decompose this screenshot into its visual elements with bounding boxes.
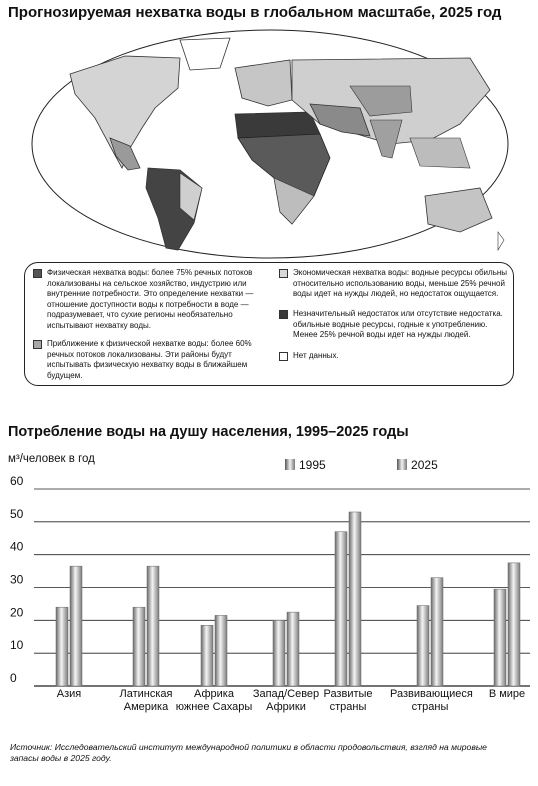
bar-2025 xyxy=(349,512,361,686)
legend-2025 xyxy=(397,458,438,472)
legend-text: Нет данных. xyxy=(293,351,339,360)
legend-label: 1995 xyxy=(299,458,326,472)
bar-1995 xyxy=(494,589,506,686)
y-tick-label: 0 xyxy=(10,671,17,685)
x-tick-line: Америка xyxy=(123,701,169,713)
new-zealand xyxy=(498,232,504,250)
north-africa xyxy=(235,112,320,138)
legend-swatch xyxy=(285,459,295,470)
bar-2025 xyxy=(287,612,299,686)
legend-swatch xyxy=(33,340,42,349)
x-tick-label xyxy=(467,688,538,701)
source-note xyxy=(10,742,510,764)
bar-1995 xyxy=(56,607,68,686)
x-tick-line: Азия xyxy=(56,688,82,700)
bar-2025 xyxy=(431,578,443,686)
source-text: Исследовательский институт международной политики в области продовольствия, взгляд на мировые запасы воды в 2025 году. xyxy=(10,742,487,763)
chart-title: Потребление воды на душу населения, 1995–2025 годы xyxy=(8,424,409,440)
legend-1995 xyxy=(285,458,326,472)
bar-1995 xyxy=(133,607,145,686)
bar-1995 xyxy=(273,620,285,686)
x-tick-line: южнее Сахары xyxy=(175,701,253,713)
legend-swatch xyxy=(397,459,407,470)
y-tick-label: 10 xyxy=(10,638,24,653)
legend-text: Приближение к физической нехватке воды: более 60% речных потоков локализованы. Эти районы будут испытывать физическую нехватку воды в ближайшем будущем. xyxy=(47,339,252,380)
bar-1995 xyxy=(335,532,347,686)
bar-1995 xyxy=(201,625,213,686)
legend-text: Физическая нехватка воды: более 75% речных потоков локализованы на сельское хозяйство, индустрию или внутренние потребности. Это определение нехватки — отношение доступности воды к потребности в воде — подразумевает, что сухие регионы необязательно испытывают нехватку воды. xyxy=(47,268,254,330)
bar-2025 xyxy=(70,566,82,686)
bar-2025 xyxy=(215,615,227,686)
legend-swatch xyxy=(279,310,288,319)
bar-2025 xyxy=(147,566,159,686)
australia xyxy=(425,188,492,232)
x-tick-label xyxy=(174,688,254,714)
map-legend xyxy=(24,262,514,386)
legend-text: Незначительный недостаток или отсутствие недостатка. обильные водные ресурсы, годные к употреблению. Менее 25% речной воды идет на нужды людей. xyxy=(293,309,503,339)
y-axis-label: м³/человек в год xyxy=(8,453,95,465)
x-tick-line: Развивающиеся xyxy=(390,688,473,700)
southeast-asia xyxy=(410,138,470,168)
source-label: Источник: xyxy=(10,742,53,752)
x-tick-line: Африка xyxy=(194,688,234,700)
y-tick-label: 60 xyxy=(10,475,24,488)
chart-legend xyxy=(285,458,438,472)
map-title: Прогнозируемая нехватка воды в глобальном масштабе, 2025 год xyxy=(8,4,502,21)
world-map xyxy=(30,28,510,260)
legend-swatch xyxy=(33,269,42,278)
x-tick-line: Развитые xyxy=(323,688,373,700)
legend-label: 2025 xyxy=(411,458,438,472)
x-tick-line: В мире xyxy=(488,688,526,700)
y-tick-label: 50 xyxy=(10,506,24,521)
legend-swatch xyxy=(279,269,288,278)
bar-2025 xyxy=(508,563,520,686)
x-tick-line: Запад/Север xyxy=(252,688,320,700)
legend-swatch xyxy=(279,352,288,361)
x-tick-line: Африки xyxy=(266,701,306,713)
y-tick-label: 20 xyxy=(10,605,24,620)
y-tick-label: 40 xyxy=(10,539,24,554)
bar-1995 xyxy=(417,606,429,686)
bar-chart xyxy=(0,475,538,690)
x-tick-label xyxy=(29,688,109,701)
x-tick-label xyxy=(308,688,388,714)
x-tick-label xyxy=(390,688,473,714)
legend-text: Экономическая нехватка воды: водные ресурсы обильны относительно использованию воды, меньше 25% речной воды идет на нужды людей, но недостаток ощущается. xyxy=(293,268,508,298)
x-tick-line: страны xyxy=(329,701,367,713)
y-tick-label: 30 xyxy=(10,572,24,587)
x-tick-line: страны xyxy=(411,701,449,713)
x-tick-line: Латинская xyxy=(119,688,173,700)
